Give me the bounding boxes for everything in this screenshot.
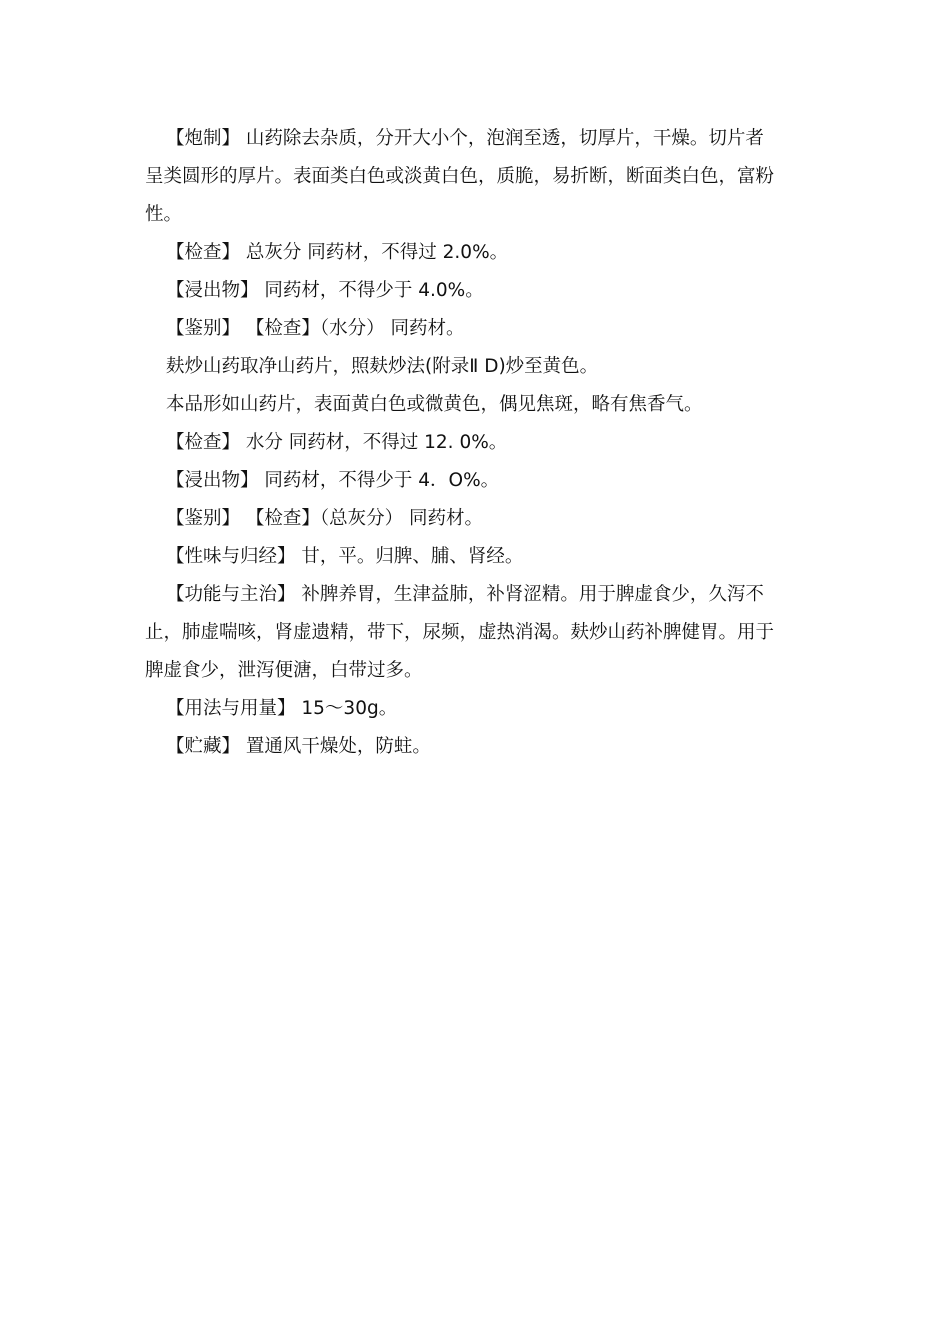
bran-fried-description-line: 本品形如山药片，表面黄白色或微黄色，偶见焦斑，略有焦香气。: [166, 394, 703, 415]
inspection-line: 【检查】 总灰分 同药材，不得过 2.0%。: [166, 242, 509, 263]
bran-fried-inspection-line: 【检查】 水分 同药材，不得过 12. 0%。: [166, 432, 508, 453]
nature-meridian-line: 【性味与归经】 甘，平。归脾、脯、肾经。: [166, 546, 524, 567]
processing-line-1: 【炮制】 山药除去杂质，分开大小个，泡润至透，切厚片，干燥。切片者: [166, 128, 764, 149]
extract-line: 【浸出物】 同药材，不得少于 4.0%。: [166, 280, 484, 301]
storage-line: 【贮藏】 置通风干燥处，防蛀。: [166, 736, 431, 757]
identification-line: 【鉴别】 【检查】（水分） 同药材。: [166, 318, 465, 339]
bran-fried-identification-line: 【鉴别】 【检查】（总灰分） 同药材。: [166, 508, 484, 529]
processing-line-2: 呈类圆形的厚片。表面类白色或淡黄白色，质脆，易折断，断面类白色，富粉: [145, 166, 775, 187]
function-line-2: 止，肺虚喘咳，肾虚遗精，带下，尿频，虚热消渴。麸炒山药补脾健胃。用于: [145, 622, 775, 643]
bran-fried-method-line: 麸炒山药取净山药片，照麸炒法(附录Ⅱ D)炒至黄色。: [166, 356, 599, 377]
dosage-line: 【用法与用量】 15～30g。: [166, 698, 398, 719]
processing-line-3: 性。: [145, 204, 183, 225]
bran-fried-extract-line: 【浸出物】 同药材，不得少于 4．O%。: [166, 470, 500, 491]
function-line-1: 【功能与主治】 补脾养胃，生津益肺，补肾涩精。用于脾虚食少，久泻不: [166, 584, 764, 605]
document-body: [145, 120, 800, 766]
function-line-3: 脾虚食少，泄泻便溏，白带过多。: [145, 660, 423, 681]
